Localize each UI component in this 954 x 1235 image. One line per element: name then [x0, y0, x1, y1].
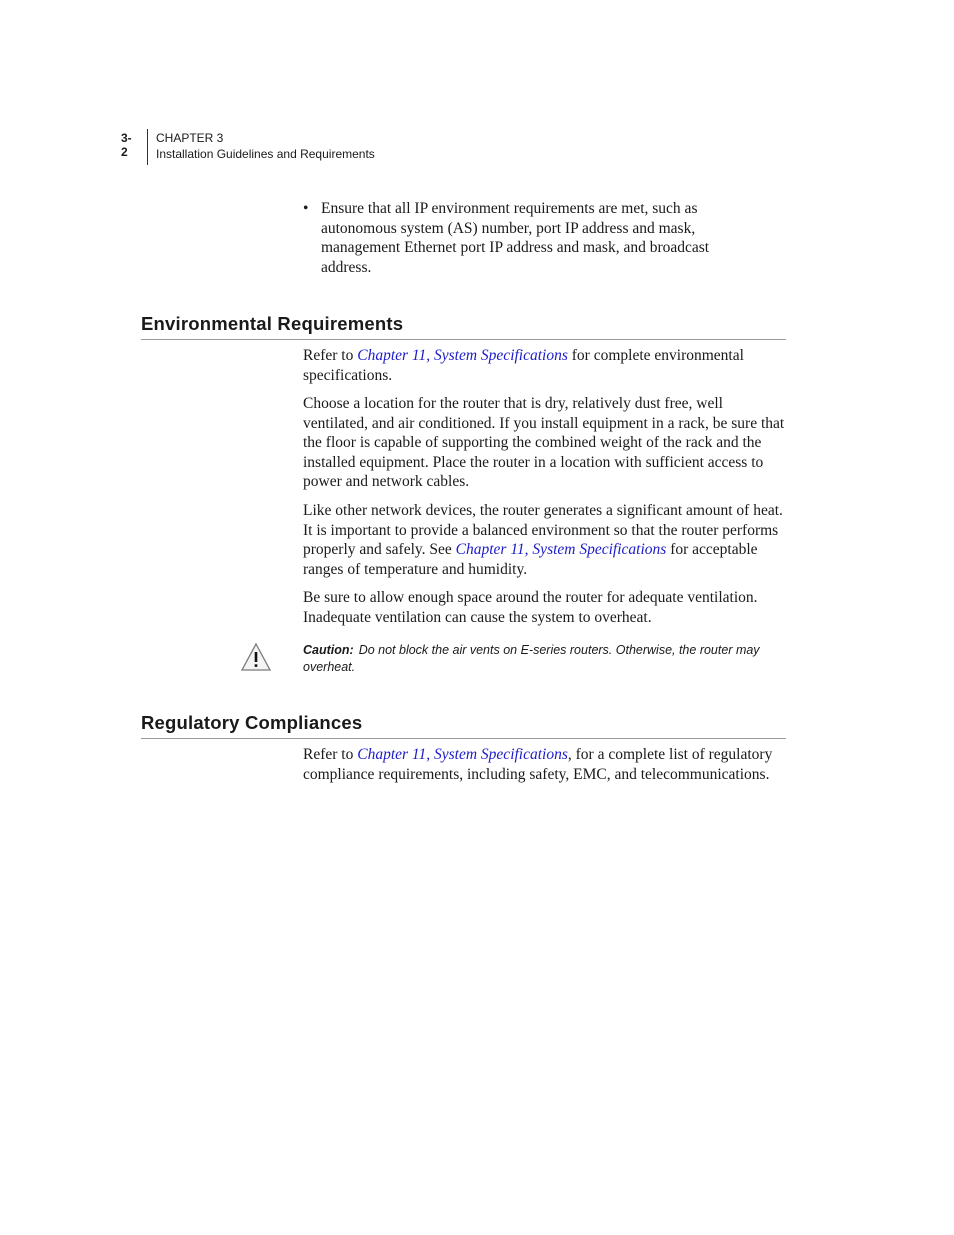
section-title-regulatory: Regulatory Compliances [141, 712, 363, 733]
text-run: for acceptable ranges of temperature and humidity. [303, 541, 758, 578]
section-divider [141, 738, 786, 739]
chapter-heading [156, 130, 375, 162]
chapter-11-link[interactable]: Chapter 11, System Specifications [357, 347, 568, 364]
text-run: Like other network devices, the router generates a significant amount of heat. It is important to provide a balanced environment so that the router performs properly and safely. See [303, 502, 783, 558]
env-paragraph-3 [303, 501, 787, 579]
caution-label: Caution: [303, 643, 354, 657]
text-run: , for a complete list of regulatory compliance requirements, including safety, EMC, and telecommunications. [303, 746, 773, 783]
page-number: 3-2 [121, 131, 132, 159]
chapter-title: Installation Guidelines and Requirements [156, 147, 375, 161]
header-divider [147, 129, 148, 165]
env-paragraph-2: Choose a location for the router that is dry, relatively dust free, well ventilated, and air conditioned. If you install equipment in a rack, be sure that the floor is capable of supporting the combined weight of the rack and the installed equipment. Place the router in a location with sufficient access to power and network cables. [303, 395, 785, 490]
env-paragraph-4: Be sure to allow enough space around the router for adequate ventilation. Inadequate ventilation can cause the system to overheat. [303, 589, 758, 626]
chapter-11-link[interactable]: Chapter 11, System Specifications [357, 746, 568, 763]
bullet-item [303, 199, 753, 277]
bullet-marker: • [303, 200, 309, 217]
warning-triangle-icon [240, 642, 272, 672]
text-run: Refer to [303, 746, 358, 763]
reg-paragraph-1 [303, 745, 787, 784]
chapter-label: CHAPTER 3 [156, 131, 224, 145]
chapter-11-link[interactable]: Chapter 11, System Specifications [455, 541, 667, 558]
text-run: for complete environmental specifications. [303, 347, 744, 384]
env-paragraph-1 [303, 346, 787, 385]
text-run: Refer to [303, 347, 358, 364]
bullet-text: Ensure that all IP environment requirements are met, such as autonomous system (AS) number, port IP address and mask, management Ethernet port IP address and mask, and broadcast address. [321, 200, 710, 276]
section-divider [141, 339, 786, 340]
caution-note [303, 642, 789, 676]
section-title-environmental: Environmental Requirements [141, 313, 404, 334]
caution-text: Do not block the air vents on E-series routers. Otherwise, the router may overheat. [303, 643, 760, 674]
